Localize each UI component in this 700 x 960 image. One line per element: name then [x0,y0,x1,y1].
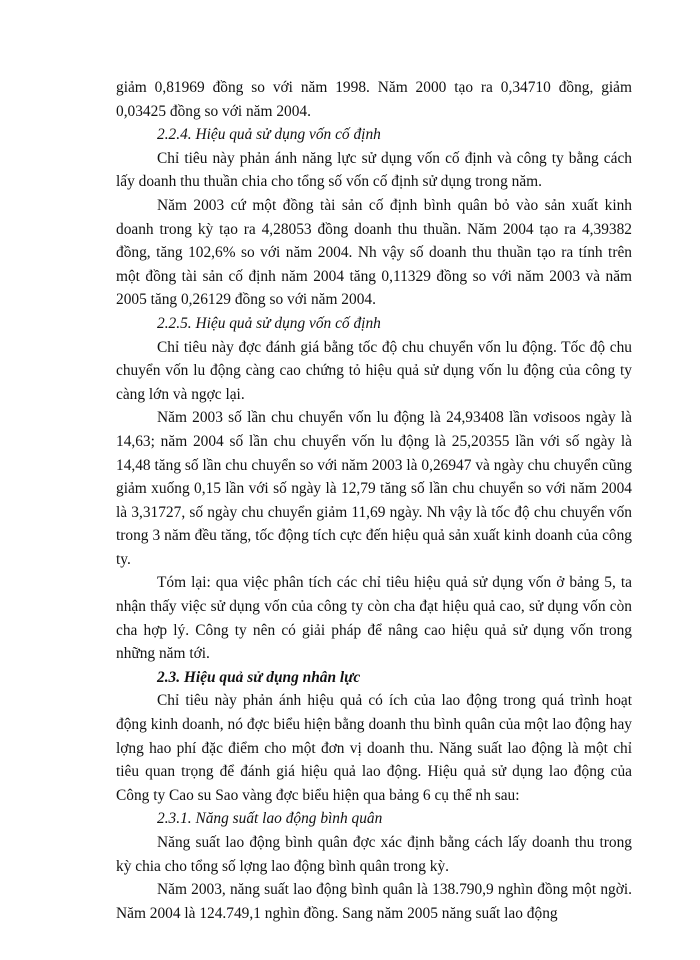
paragraph: Năm 2003 số lần chu chuyển vốn lu động là 24,93408 lần vơisoos ngày là 14,63; năm 2004 số lần chu chuyển vốn lu động là 25,20355 lần với số ngày là 14,48 tăng số lần chu chuyển so với năm 2003 là 0,26947 và ngày chu chuyển cũng giảm xuống 0,15 lần với số ngày là 12,79 tăng số lần chu chuyển so với năm 2004 là 3,31727, số ngày chu chuyển giảm 11,69 ngày. Nh vậy là tốc độ chu chuyển vốn trong 3 năm đều tăng, tốc động tích cực đến hiệu quả sản xuất kinh doanh của công ty. [116,409,632,568]
heading-2-2-4: 2.2.4. Hiệu quả sử dụng vốn cố định [157,126,381,144]
heading-2-3: 2.3. Hiệu quả sử dụng nhân lực [157,668,361,686]
paragraph: Năng suất lao động bình quân đợc xác định bằng cách lấy doanh thu trong kỳ chia cho tổng số lợng lao động bình quân trong kỳ. [116,834,632,875]
paragraph: Chỉ tiêu này phản ánh năng lực sử dụng vốn cố định và công ty bằng cách lấy doanh thu thuần chia cho tổng số vốn cố định sử dụng trong năm. [116,149,632,191]
paragraph-summary: Tóm lại: qua việc phân tích các chỉ tiêu hiệu quả sử dụng vốn ở bảng 5, ta nhận thấy việc sử dụng vốn của công ty còn cha đạt hiệu quả cao, sử dụng vốn còn cha hợp lý. Công ty nên có giải pháp để nâng cao hiệu quả sử dụng vốn trong những năm tới. [116,574,632,663]
paragraph: Chỉ tiêu này đợc đánh giá bằng tốc độ chu chuyển vốn lu động. Tốc độ chu chuyển vốn lu động càng cao chứng tỏ hiệu quả sử dụng vốn lu động của công ty càng lớn và ngợc lại. [116,338,632,403]
paragraph: Năm 2003 cứ một đồng tài sản cố định bình quân bỏ vào sản xuất kinh doanh trong kỳ tạo ra 4,28053 đồng doanh thu thuần. Năm 2004 tạo ra 4,39382 đồng, tăng 102,6% so với năm 2004. Nh vậy số doanh thu thuần tạo ra tính trên một đồng tài sản cố định năm 2004 tăng 0,11329 đồng so với năm 2003 và năm 2005 tăng 0,26129 đồng so với năm 2004. [116,196,632,309]
paragraph-continuation: giảm 0,81969 đồng so với năm 1998. Năm 2000 tạo ra 0,34710 đồng, giảm 0,03425 đồng so với năm 2004. [116,79,632,120]
document-page [116,76,632,925]
heading-2-3-1: 2.3.1. Năng suất lao động bình quân [157,810,383,828]
heading-2-2-5: 2.2.5. Hiệu quả sử dụng vốn cố định [157,314,381,332]
paragraph: Chỉ tiêu này phản ánh hiệu quả có ích của lao động trong quá trình hoạt động kinh doanh, nó đợc biểu hiện bằng doanh thu bình quân của một lao động hay lợng hao phí đặc điểm cho một đơn vị doanh thu. Năng suất lao động là một chỉ tiêu quan trọng để đánh giá hiệu quả lao động. Hiệu quả sử dụng lao động của Công ty Cao su Sao vàng đợc biểu hiện qua bảng 6 cụ thể nh sau: [116,692,632,804]
paragraph: Năm 2003, năng suất lao động bình quân là 138.790,9 nghìn đồng một ngời. Năm 2004 là 124.749,1 nghìn đồng. Sang năm 2005 năng suất lao động [116,881,632,922]
